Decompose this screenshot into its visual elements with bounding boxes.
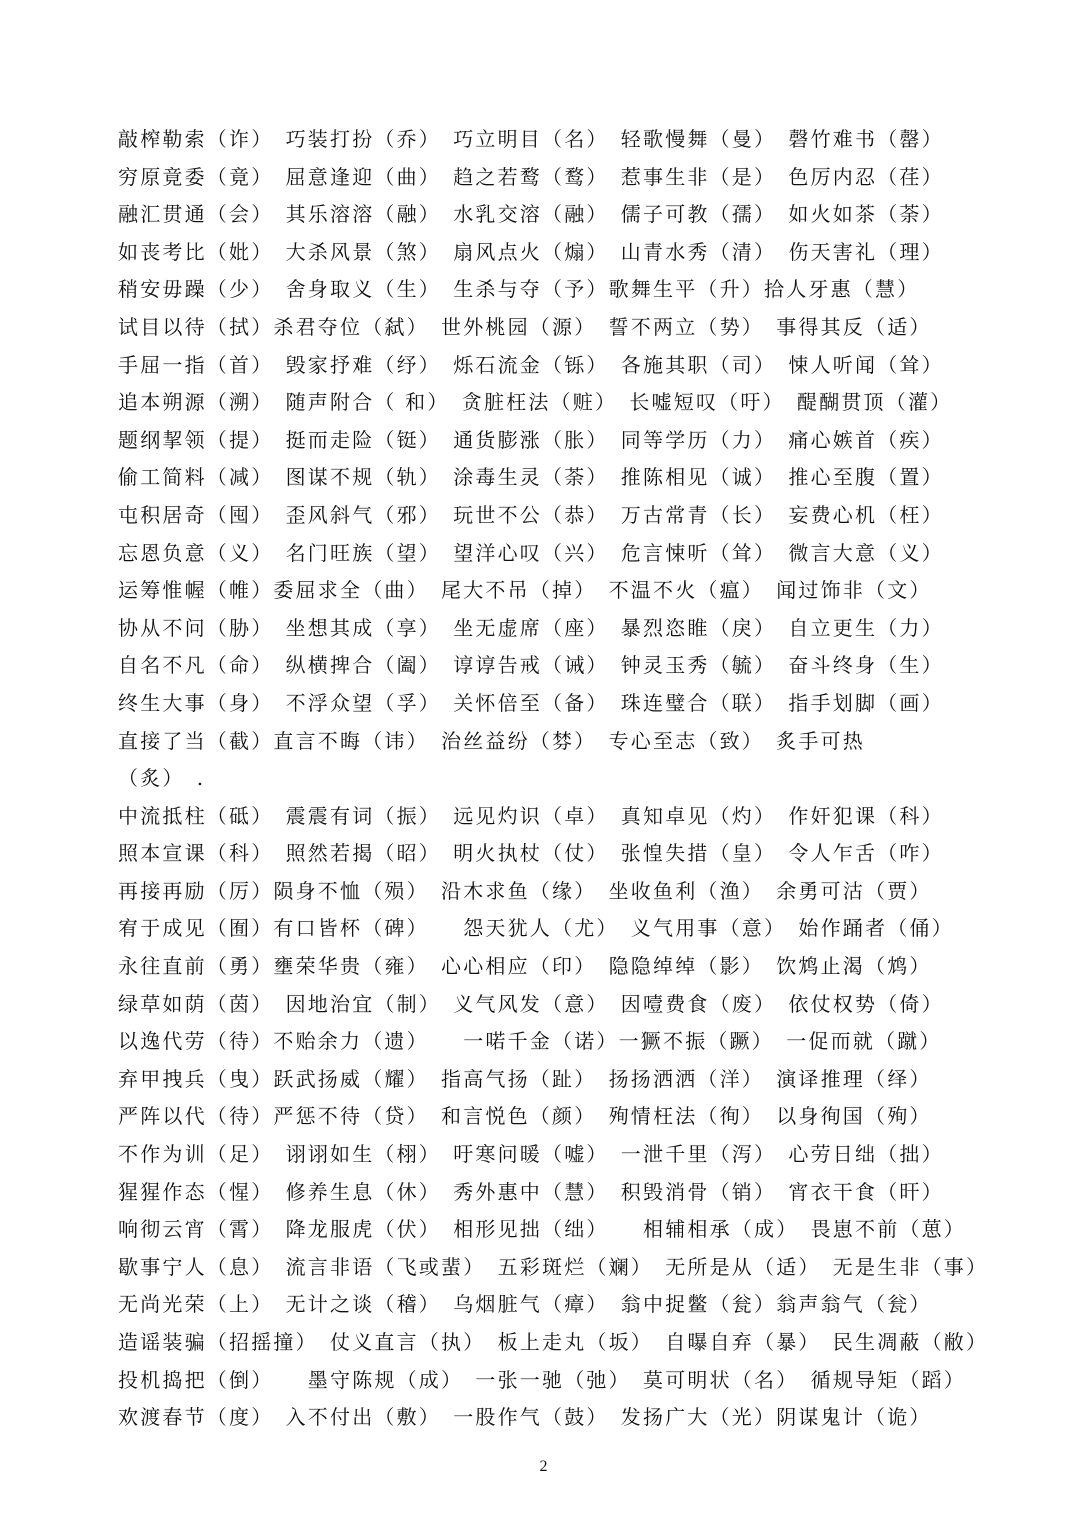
text-line-14: 协从不问（胁） 坐想其成（享） 坐无虚席（座） 暴烈恣睢（戾） 自立更生（力） — [118, 615, 944, 640]
text-line-20: 照本宣课（科） 照然若揭（昭） 明火执杖（仗） 张惶失措（皇） 令人乍舌（咋） — [118, 841, 944, 866]
text-line-5: 稍安毋躁（少） 舍身取义（生） 生杀与夺（予）歌舞生平（升）拾人牙惠（慧） — [118, 277, 920, 302]
text-line-8: 追本朔源（溯） 随声附合（ 和） 贪脏枉法（赃） 长嘘短叹（吁） 醍醐贯顶（灌） — [118, 390, 953, 415]
text-line-12: 忘恩负意（义） 名门旺族（望） 望洋心叹（兴） 危言悚听（耸） 微言大意（义） — [118, 540, 944, 565]
text-line-11: 屯积居奇（囤） 歪风斜气（邪） 玩世不公（恭） 万古常青（长） 妄费心机（枉） — [118, 502, 944, 527]
text-line-19: 中流抵柱（砥） 震震有词（振） 远见灼识（卓） 真知卓见（灼） 作奸犯课（科） — [118, 803, 944, 828]
text-line-23: 永往直前（勇）壅荣华贵（雍） 心心相应（印） 隐隐绰绰（影） 饮鸩止渴（鸩） — [118, 954, 932, 979]
text-line-28: 不作为训（足） 诩诩如生（栩） 吁寒问暖（嘘） 一泄千里（泻） 心劳日绌（拙） — [118, 1142, 944, 1167]
text-line-25: 以逸代劳（待）不贻余力（遗） 一喏千金（诺）一獗不振（蹶） 一促而就（蹴） — [118, 1029, 942, 1054]
text-line-7: 手屈一指（首） 毁家抒难（纾） 烁石流金（铄） 各施其职（司） 悚人听闻（耸） — [118, 352, 944, 377]
text-line-29: 猩猩作态（惺） 修养生息（休） 秀外惠中（慧） 积毁消骨（销） 宵衣干食（旰） — [118, 1179, 944, 1204]
text-line-21: 再接再励（厉）陨身不恤（殒） 沿木求鱼（缘） 坐收鱼利（渔） 余勇可沽（贾） — [118, 878, 932, 903]
text-line-33: 造谣装骗（招摇撞） 仗义直言（执） 板上走丸（坂） 自曝自弃（暴） 民生凋蔽（敝） — [118, 1330, 989, 1354]
text-line-32: 无尚光荣（上） 无计之谈（稽） 乌烟脏气（瘴） 翁中捉鳖（瓮）翁声翁气（瓮） — [118, 1292, 932, 1317]
text-line-34: 投机捣把（倒） 墨守陈规（成） 一张一驰（弛） 莫可明状（名） 循规导矩（蹈） — [118, 1367, 966, 1392]
text-line-18: （炙） . — [118, 766, 206, 791]
page-number: 2 — [539, 1458, 548, 1475]
text-line-3: 融汇贯通（会） 其乐溶溶（融） 水乳交溶（融） 儒子可教（孺） 如火如茶（荼） — [118, 202, 944, 227]
text-line-22: 宥于成见（囿）有口皆杯（碑） 怨天犹人（尤） 义气用事（意） 始作踊者（俑） — [118, 916, 954, 941]
text-line-35: 欢渡春节（度） 入不付出（敷） 一股作气（鼓） 发扬广大（光）阴谋鬼计（诡） — [118, 1405, 932, 1430]
idiom-correction-list — [118, 121, 1018, 1437]
text-line-2: 穷原竟委（竟） 屈意逢迎（曲） 趋之若鹜（鹜） 惹事生非（是） 色厉内忍（荏） — [118, 164, 944, 189]
text-line-27: 严阵以代（待）严惩不待（贷） 和言悦色（颜） 殉情枉法（徇） 以身徇国（殉） — [118, 1104, 932, 1129]
text-line-31: 歇事宁人（息） 流言非语（飞或蜚） 五彩斑烂（斓） 无所是从（适） 无是生非（事） — [118, 1254, 989, 1279]
text-line-17: 直接了当（截）直言不晦（讳） 治丝益纷（棼） 专心至志（致） 炙手可热 — [118, 728, 865, 753]
text-line-30: 响彻云宵（霄） 降龙服虎（伏） 相形见拙（绌） 相辅相承（成） 畏崽不前（葸） — [118, 1217, 966, 1242]
text-line-1: 敲榨勒索（诈） 巧装打扮（乔） 巧立明目（名） 轻歌慢舞（曼） 磬竹难书（罄） — [118, 127, 944, 151]
text-line-16: 终生大事（身） 不浮众望（孚） 关怀倍至（备） 珠连璧合（联） 指手划脚（画） — [118, 690, 944, 715]
text-line-4: 如丧考比（妣） 大杀风景（煞） 扇风点火（煽） 山青水秀（清） 伤天害礼（理） — [118, 239, 944, 264]
text-line-26: 弃甲拽兵（曳）跃武扬威（耀） 指高气扬（趾） 扬扬洒洒（洋） 演译推理（绎） — [118, 1066, 932, 1091]
text-line-9: 题纲挈领（提） 挺而走险（铤） 通货膨涨（胀） 同等学历（力） 痛心嫉首（疾） — [118, 427, 944, 452]
text-line-10: 偷工简料（减） 图谋不规（轨） 涂毒生灵（荼） 推陈相见（诚） 推心至腹（置） — [118, 465, 944, 490]
text-line-24: 绿草如荫（茵） 因地治宜（制） 义气风发（意） 因噎费食（废） 依仗权势（倚） — [118, 991, 944, 1016]
text-line-13: 运筹惟幄（帷）委屈求全（曲） 尾大不吊（掉） 不温不火（瘟） 闻过饰非（文） — [118, 578, 932, 603]
text-line-15: 自名不凡（命） 纵横捭合（阖） 谆谆告戒（诫） 钟灵玉秀（毓） 奋斗终身（生） — [118, 653, 944, 678]
text-line-6: 试目以待（拭）杀君夺位（弑） 世外桃园（源） 誓不两立（势） 事得其反（适） — [118, 314, 932, 339]
